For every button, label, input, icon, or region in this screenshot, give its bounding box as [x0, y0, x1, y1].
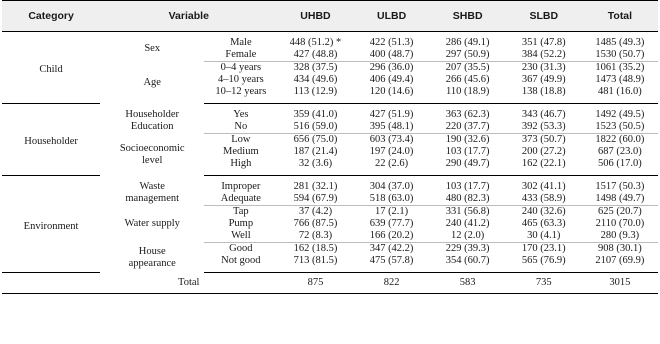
option-label: 10–12 years — [204, 86, 277, 104]
category-label: Householder — [2, 104, 100, 176]
option-label: 4–10 years — [217, 74, 264, 85]
value-total: 506 (17.0) — [582, 158, 658, 176]
table-footer — [2, 273, 658, 294]
total-row — [2, 273, 658, 294]
variable-label-line: Waste — [139, 181, 165, 192]
option-label: Not good — [204, 255, 277, 273]
value-total: 1485 (49.3) — [595, 37, 645, 48]
value-total: 1061 (35.2) — [595, 62, 645, 73]
total-value-slbd: 735 — [506, 273, 582, 294]
total-value-total: 3015 — [582, 273, 658, 294]
total-value-shbd: 583 — [430, 273, 506, 294]
category-label: Environment — [2, 176, 100, 273]
value-uhbd: 187 (21.4) — [293, 146, 338, 157]
variable-label — [100, 206, 204, 243]
value-slbd: 30 (4.1) — [506, 230, 582, 243]
value-ulbd: 17 (2.1) — [374, 206, 409, 217]
value-ulbd: 197 (24.0) — [369, 146, 414, 157]
value-shbd: 240 (41.2) — [445, 218, 490, 229]
value-ulbd: 475 (57.8) — [354, 255, 430, 273]
value-uhbd: 328 (37.5) — [293, 62, 338, 73]
value-ulbd: 422 (51.3) — [369, 37, 414, 48]
value-slbd: 200 (27.2) — [521, 146, 566, 157]
value-shbd: 110 (18.9) — [430, 86, 506, 104]
value-ulbd: 22 (2.6) — [354, 158, 430, 176]
value-uhbd: 516 (59.0) — [277, 121, 353, 134]
value-uhbd: 72 (8.3) — [277, 230, 353, 243]
variable-label-line: House — [138, 245, 166, 257]
value-total: 481 (16.0) — [582, 86, 658, 104]
value-slbd: 384 (52.2) — [506, 49, 582, 62]
variable-label-line: Water supply — [124, 218, 180, 229]
value-total: 1492 (49.5) — [595, 109, 645, 120]
header-total: Total — [582, 1, 658, 32]
value-total: 1530 (50.7) — [582, 49, 658, 62]
category-group — [2, 176, 658, 273]
value-uhbd: 162 (18.5) — [293, 243, 338, 254]
value-slbd: 170 (23.1) — [521, 243, 566, 254]
value-ulbd: 406 (49.4) — [369, 74, 414, 85]
table-row — [2, 104, 658, 122]
value-uhbd: 32 (3.6) — [277, 158, 353, 176]
value-slbd: 433 (58.9) — [506, 193, 582, 206]
value-shbd: 286 (49.1) — [445, 37, 490, 48]
value-ulbd: 120 (14.6) — [354, 86, 430, 104]
option-label: Yes — [233, 109, 249, 120]
value-shbd: 229 (39.3) — [445, 243, 490, 254]
value-shbd: 331 (56.8) — [445, 206, 490, 217]
value-slbd: 392 (53.3) — [506, 121, 582, 134]
value-total: 2107 (69.9) — [582, 255, 658, 273]
variable-label — [100, 62, 204, 104]
value-slbd: 162 (22.1) — [506, 158, 582, 176]
table-row — [2, 62, 658, 75]
header-slbd: SLBD — [506, 1, 582, 32]
value-slbd: 343 (46.7) — [521, 109, 566, 120]
value-total: 625 (20.7) — [598, 206, 642, 217]
value-ulbd: 427 (51.9) — [369, 109, 414, 120]
table-row — [2, 206, 658, 219]
value-slbd: 138 (18.8) — [506, 86, 582, 104]
header-ulbd: ULBD — [354, 1, 430, 32]
value-total: 1822 (60.0) — [595, 134, 645, 145]
option-label: Medium — [223, 146, 259, 157]
option-label: Tap — [233, 206, 249, 217]
option-label: Well — [204, 230, 277, 243]
option-label: High — [204, 158, 277, 176]
value-slbd: 367 (49.9) — [521, 74, 566, 85]
value-uhbd: 656 (75.0) — [293, 134, 338, 145]
value-uhbd: 113 (12.9) — [277, 86, 353, 104]
header-variable: Variable — [100, 1, 277, 32]
value-shbd: 363 (62.3) — [445, 109, 490, 120]
value-slbd: 373 (50.7) — [521, 134, 566, 145]
option-label: Female — [204, 49, 277, 62]
variable-label-line: appearance — [128, 257, 176, 269]
value-slbd: 565 (76.9) — [506, 255, 582, 273]
value-slbd: 230 (31.3) — [521, 62, 566, 73]
header-category: Category — [2, 1, 100, 32]
value-uhbd: 594 (67.9) — [277, 193, 353, 206]
value-uhbd: 37 (4.2) — [298, 206, 333, 217]
total-value-uhbd: 875 — [277, 273, 353, 294]
value-shbd: 480 (82.3) — [430, 193, 506, 206]
option-label: Male — [230, 37, 252, 48]
value-shbd: 207 (35.5) — [445, 62, 490, 73]
variable-label — [100, 243, 204, 273]
category-group — [2, 32, 658, 104]
value-uhbd: 713 (81.5) — [277, 255, 353, 273]
value-shbd: 190 (32.6) — [445, 134, 490, 145]
value-total: 1473 (48.9) — [595, 74, 645, 85]
table-row — [2, 243, 658, 256]
value-slbd: 240 (32.6) — [521, 206, 566, 217]
value-ulbd: 395 (48.1) — [354, 121, 430, 134]
option-label: No — [204, 121, 277, 134]
value-shbd: 290 (49.7) — [430, 158, 506, 176]
option-label: 0–4 years — [220, 62, 262, 73]
variable-label — [100, 104, 204, 134]
value-ulbd: 603 (73.4) — [369, 134, 414, 145]
variable-label — [100, 176, 204, 206]
table-row — [2, 32, 658, 50]
variable-label — [100, 32, 204, 62]
value-shbd: 297 (50.9) — [430, 49, 506, 62]
total-label: Total — [100, 273, 277, 294]
option-label: Good — [229, 243, 253, 254]
table-row — [2, 176, 658, 194]
variable-label-line: management — [125, 193, 180, 204]
value-ulbd: 639 (77.7) — [369, 218, 414, 229]
header-row — [2, 1, 658, 32]
value-shbd: 103 (17.7) — [445, 181, 490, 192]
value-total: 908 (30.1) — [598, 243, 642, 254]
category-group — [2, 104, 658, 176]
variable-label-line: Householder — [125, 109, 180, 120]
value-shbd: 266 (45.6) — [445, 74, 490, 85]
variable-label-line: Sex — [144, 43, 161, 55]
value-ulbd: 400 (48.7) — [354, 49, 430, 62]
value-slbd: 351 (47.8) — [521, 37, 566, 48]
statistics-table — [2, 0, 658, 294]
table-row — [2, 134, 658, 147]
value-uhbd: 427 (48.8) — [277, 49, 353, 62]
value-ulbd: 304 (37.0) — [369, 181, 414, 192]
option-label: Low — [231, 134, 251, 145]
value-ulbd: 296 (36.0) — [369, 62, 414, 73]
header-shbd: SHBD — [430, 1, 506, 32]
value-shbd: 12 (2.0) — [430, 230, 506, 243]
option-label: Adequate — [204, 193, 277, 206]
total-label-pad — [2, 273, 100, 294]
value-shbd: 354 (60.7) — [430, 255, 506, 273]
value-uhbd: 434 (49.6) — [293, 74, 338, 85]
value-total: 280 (9.3) — [582, 230, 658, 243]
value-total: 1517 (50.3) — [595, 181, 645, 192]
variable-label — [100, 134, 204, 176]
value-slbd: 465 (63.3) — [521, 218, 566, 229]
value-total: 1498 (49.7) — [582, 193, 658, 206]
header-uhbd: UHBD — [277, 1, 353, 32]
option-label: Improper — [221, 181, 261, 192]
value-uhbd: 448 (51.2) * — [289, 37, 342, 48]
table-header — [2, 1, 658, 32]
category-label: Child — [2, 32, 100, 104]
value-ulbd: 166 (20.2) — [354, 230, 430, 243]
value-uhbd: 359 (41.0) — [293, 109, 338, 120]
value-ulbd: 347 (42.2) — [369, 243, 414, 254]
value-uhbd: 281 (32.1) — [293, 181, 338, 192]
value-total: 687 (23.0) — [598, 146, 642, 157]
value-total: 2110 (70.0) — [595, 218, 645, 229]
variable-label-line: level — [142, 154, 163, 166]
value-uhbd: 766 (87.5) — [293, 218, 338, 229]
value-shbd: 220 (37.7) — [430, 121, 506, 134]
total-value-ulbd: 822 — [354, 273, 430, 294]
option-label: Pump — [228, 218, 254, 229]
value-ulbd: 518 (63.0) — [354, 193, 430, 206]
variable-label-line: Socioeconomic — [119, 142, 185, 154]
value-total: 1523 (50.5) — [582, 121, 658, 134]
variable-label-line: Age — [143, 76, 161, 88]
value-shbd: 103 (17.7) — [445, 146, 490, 157]
variable-label-line: Education — [130, 121, 174, 132]
value-slbd: 302 (41.1) — [521, 181, 566, 192]
